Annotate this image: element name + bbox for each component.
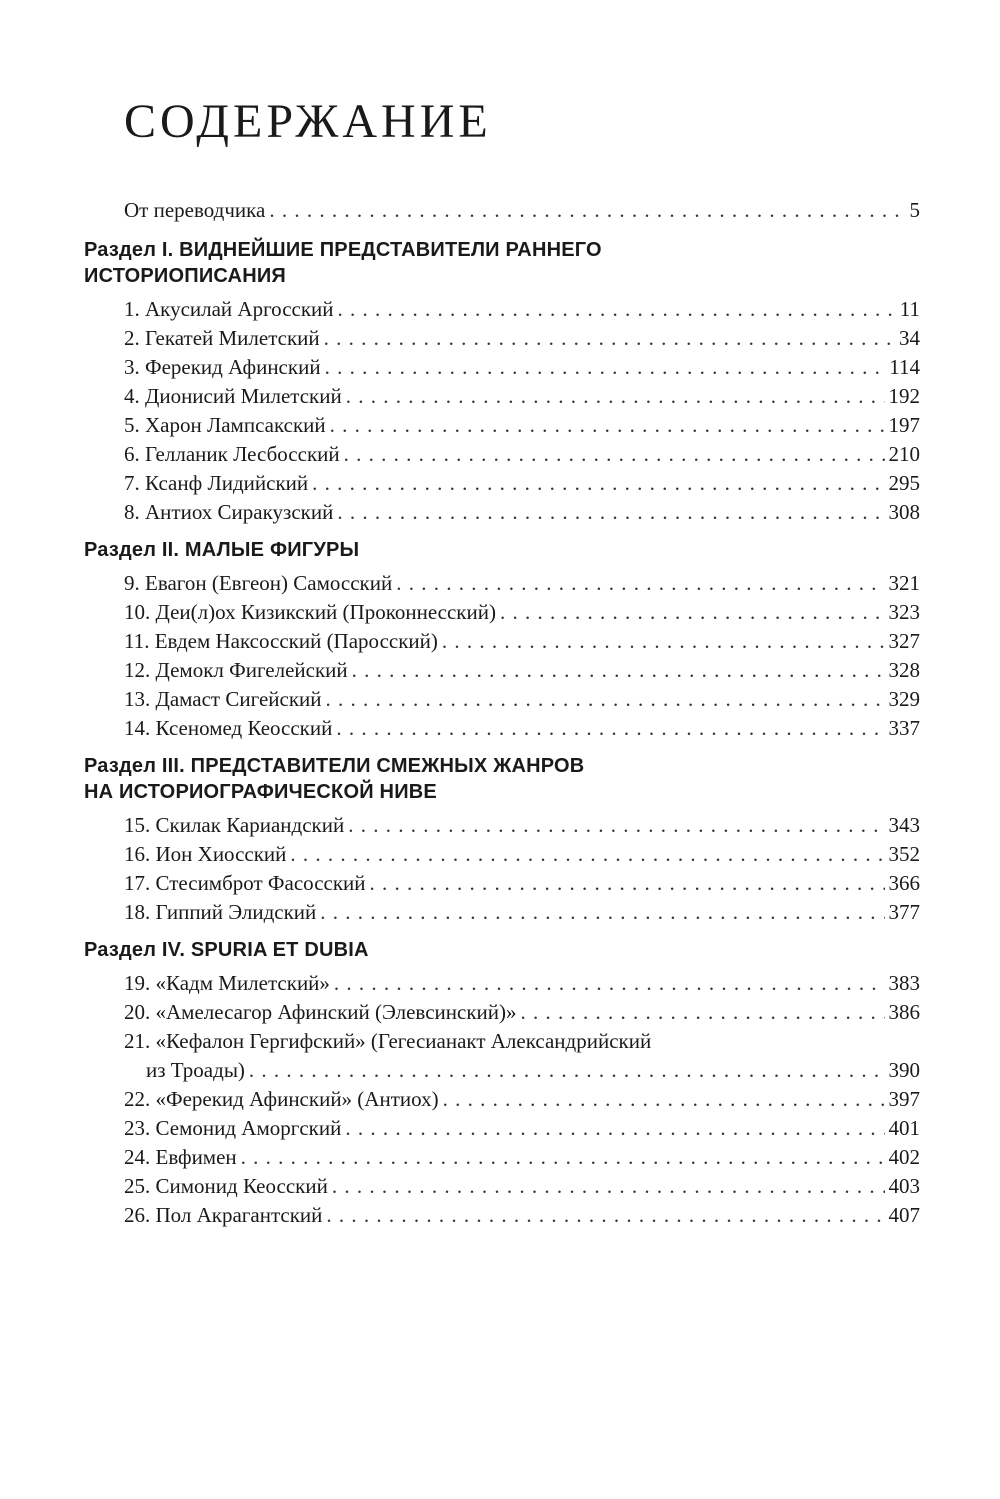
table-of-contents [84,196,920,1234]
toc-entry[interactable]: 4. Дионисий Милетский . . . 192 [84,382,920,411]
leader-dots [348,811,884,840]
toc-entry-first-line[interactable]: 21. «Кефалон Гергифский» (Гегесианакт Александрийский [124,1029,652,1053]
leader-dots [290,840,884,869]
toc-entry-page: 5 [909,198,920,222]
leader-dots [521,998,885,1027]
leader-dots [334,969,885,998]
leader-dots [326,685,885,714]
toc-entry-label: От переводчика [124,198,266,222]
toc-entry[interactable]: 18. Гиппий Элидский . . . 377 [84,898,920,927]
leader-dots [443,1085,885,1114]
toc-entry[interactable]: 6. Гелланик Лесбосский . . . 210 [84,440,920,469]
toc-entry[interactable]: 25. Симонид Кеосский . . . 403 [84,1172,920,1201]
page-title: СОДЕРЖАНИЕ [124,95,492,148]
leader-dots [370,869,885,898]
leader-dots [269,196,905,225]
toc-entry[interactable]: 9. Евагон (Евгеон) Самосский . . . 321 [84,569,920,598]
leader-dots [442,627,885,656]
toc-section-4 [84,937,920,1230]
toc-entry[interactable]: 11. Евдем Наксосский (Паросский) . . . 327 [84,627,920,656]
leader-dots [396,569,884,598]
leader-dots [326,1201,884,1230]
section-heading: Раздел III. ПРЕДСТАВИТЕЛИ СМЕЖНЫХ ЖАНРОВ НА ИСТОРИОГРАФИЧЕСКОЙ НИВЕ [84,755,585,803]
section-heading: Раздел II. МАЛЫЕ ФИГУРЫ [84,539,360,561]
leader-dots [324,324,895,353]
toc-entry[interactable]: 8. Антиох Сиракузский . . . 308 [84,498,920,527]
toc-entry[interactable]: 20. «Амелесагор Афинский (Элевсинский)» . . . 386 [84,998,920,1027]
leader-dots [346,382,885,411]
toc-entry[interactable]: 3. Ферекид Афинский . . . 114 [84,353,920,382]
leader-dots [330,411,885,440]
toc-entry[interactable]: 12. Демокл Фигелейский . . . 328 [84,656,920,685]
toc-entry[interactable]: 24. Евфимен . . . 402 [84,1143,920,1172]
toc-entry[interactable]: 13. Дамаст Сигейский . . . 329 [84,685,920,714]
leader-dots [352,656,885,685]
leader-dots [332,1172,885,1201]
leader-dots [500,598,885,627]
leader-dots [320,898,884,927]
toc-entry[interactable]: 15. Скилак Кариандский . . . 343 [84,811,920,840]
leader-dots [337,498,884,527]
toc-entry[interactable]: 22. «Ферекид Афинский» (Антиох) . . . 397 [84,1085,920,1114]
toc-entry-intro[interactable] [84,196,920,225]
leader-dots [338,295,896,324]
toc-entry[interactable]: 14. Ксеномед Кеосский . . . 337 [84,714,920,743]
toc-entry[interactable]: 2. Гекатей Милетский . . . 34 [84,324,920,353]
toc-section-2 [84,537,920,743]
leader-dots [344,440,885,469]
toc-section-1 [84,237,920,527]
toc-section-3 [84,753,920,927]
toc-entry[interactable]: 5. Харон Лампсакский . . . 197 [84,411,920,440]
leader-dots [249,1056,885,1085]
leader-dots [345,1114,884,1143]
toc-entry[interactable]: 26. Пол Акрагантский . . . 407 [84,1201,920,1230]
section-heading: Раздел IV. SPURIA ET DUBIA [84,939,369,961]
toc-entry[interactable]: 16. Ион Хиосский . . . 352 [84,840,920,869]
toc-entry[interactable]: 7. Ксанф Лидийский . . . 295 [84,469,920,498]
leader-dots [325,353,886,382]
leader-dots [241,1143,885,1172]
leader-dots [312,469,884,498]
leader-dots [336,714,884,743]
toc-entry[interactable]: из Троады) . . . 390 [84,1056,920,1085]
section-heading: Раздел I. ВИДНЕЙШИЕ ПРЕДСТАВИТЕЛИ РАННЕГО ИСТОРИОПИСАНИЯ [84,239,602,287]
toc-entry[interactable]: 10. Деи(л)ох Кизикский (Проконнесский) . . . 323 [84,598,920,627]
toc-entry[interactable]: 17. Стесимброт Фасосский . . . 366 [84,869,920,898]
toc-entry[interactable]: 1. Акусилай Аргосский . . . 11 [84,295,920,324]
toc-entry[interactable]: 23. Семонид Аморгский . . . 401 [84,1114,920,1143]
toc-entry[interactable]: 19. «Кадм Милетский» . . . 383 [84,969,920,998]
